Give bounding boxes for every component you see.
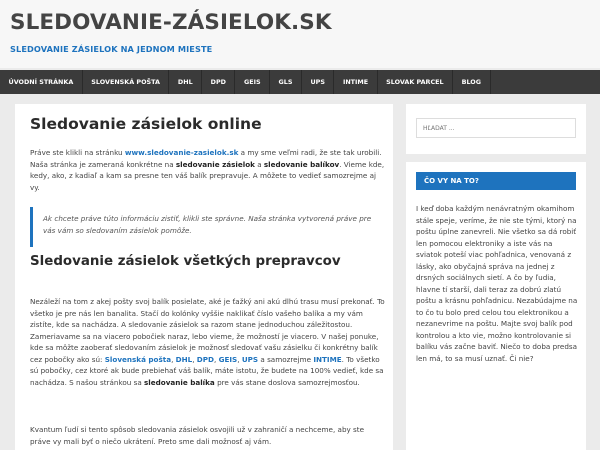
separator: , <box>171 354 176 364</box>
nav-item-slovenska-posta[interactable]: SLOVENSKÁ POŠTA <box>83 70 170 94</box>
link-geis[interactable]: GEIS <box>218 354 238 364</box>
intro-text: a <box>254 159 264 169</box>
widget-body: I keď doba každým nenávratným okamihom stále speje, veríme, že nie ste tými, ktorý na poštu úplne zanevreli. Nie všetko sa dá robiť len pomocou elektroniky a iste vás na sviatok poteší viac pohľadnica, venovaná z lásky, ako obyčajná správa na jednej z drsných sociálnych sietí. A čo by ľudia, hlavne tí starší, dali teraz za dobrú zlatú poštu a krásnu pohľadnicu. Nezabúdajme na to čo tu bolo pred celou tou elektronikou a nezanevrime na poštu. Majte svoj balík pod kontrolou a kto vie, možno kontrolovanie si balíku vás začne baviť. Niečo to doba predsa len má, to sa musí uznať. Či nie? <box>416 204 578 363</box>
paragraph-text: pre vás stane doslova samozrejmosťou. <box>214 377 360 387</box>
link-intime[interactable]: INTIME <box>313 354 342 364</box>
site-header <box>0 0 600 68</box>
intro-text: . Vieme kde, kedy, ako, z kadiaľ a kam sa presne ten váš balík prepravuje. A môžete to vedieť samozrejme aj vy. <box>30 159 385 192</box>
site-description: SLEDOVANIE ZÁSIELOK NA JEDNOM MIESTE <box>10 44 213 54</box>
nav-item-intime[interactable]: INTIME <box>334 70 377 94</box>
separator: , <box>237 354 242 364</box>
site-link[interactable]: www.sledovanie-zasielok.sk <box>124 148 239 157</box>
carriers-paragraph <box>30 296 385 388</box>
main-content <box>15 104 393 450</box>
nav-item-slovak-parcel[interactable]: SLOVAK PARCEL <box>378 70 453 94</box>
nav-item-blog[interactable]: BLOG <box>453 70 490 94</box>
main-nav <box>0 70 600 94</box>
intro-paragraph <box>30 147 385 193</box>
nav-item-home[interactable]: ÚVODNÍ STRÁNKA <box>0 70 83 94</box>
search-input[interactable] <box>416 118 576 138</box>
nav-item-dhl[interactable]: DHL <box>169 70 202 94</box>
paragraph-text: Nezáleží na tom z akej pošty svoj balík posielate, aké je ťažký ani akú dlhú trasu musí prekonať. To všetko je pre nás len banalita. Stačí do kolónky vyššie naklikať číslo vašeho balíka a my vám zistíte, kde sa nachádza. A sledovanie zásielok sa razom stane jednoduchou záležitostou. Zameriavame sa na viacero pobočiek naraz, lebo vieme, že možností je viacero. V našej ponuke, kde sa môžte zaoberať sledovaním zásielok je možnosť sledovať vašu zásielku či konkrétny balík cez pobočky ako sú: <box>30 297 385 364</box>
separator: , <box>213 354 219 364</box>
link-dhl[interactable]: DHL <box>175 354 193 364</box>
section-heading: Sledovanie zásielok všetkých prepravcov <box>30 254 341 269</box>
site-title[interactable]: SLEDOVANIE-ZÁSIELOK.SK <box>10 10 332 35</box>
nav-item-ups[interactable]: UPS <box>302 70 334 94</box>
link-slovenska-posta[interactable]: Slovenská pošta <box>104 354 172 364</box>
blockquote: Ak chcete práve túto informáciu zistiť, klikli ste správne. Naša stránka vytvorená práve pre vás vám so sledovaním zásielok pomôže. <box>30 207 385 247</box>
paragraph-bold: sledovanie balíka <box>144 377 215 387</box>
closing-paragraph: Kvantum ľudí si tento spôsob sledovania zásielok osvojili už v zahraničí a nechceme, aby ste práve vy mali byť o niečo ukrátení. Preto sme dali možnosť aj vám. <box>30 425 365 446</box>
link-ups[interactable]: UPS <box>241 354 259 364</box>
intro-bold: sledovanie zásielok <box>175 159 255 169</box>
text-widget <box>406 162 586 450</box>
separator: , <box>192 354 197 364</box>
intro-text: Práve ste klikli na stránku <box>30 148 125 157</box>
nav-item-geis[interactable]: GEIS <box>235 70 270 94</box>
intro-text: a my sme veľmi radi, že ste tak urobili. Naša stránka je zameraná konkrétne na <box>30 148 382 169</box>
paragraph-text: a samozrejme <box>258 354 314 364</box>
page-title: Sledovanie zásielok online <box>30 115 262 133</box>
nav-item-dpd[interactable]: DPD <box>202 70 235 94</box>
paragraph-text: . To všetko sú pobočky, cez ktoré ak bude prebiehať váš balík, máte istotu, že budete na 100% vedieť, kde sa nachádza. S našou stránkou sa <box>30 354 384 387</box>
widget-title: ČO VY NA TO? <box>416 172 576 190</box>
intro-bold: sledovanie balíkov <box>263 159 340 169</box>
sidebar <box>406 104 586 450</box>
search-widget <box>406 104 586 154</box>
link-dpd[interactable]: DPD <box>196 354 214 364</box>
nav-item-gls[interactable]: GLS <box>270 70 302 94</box>
